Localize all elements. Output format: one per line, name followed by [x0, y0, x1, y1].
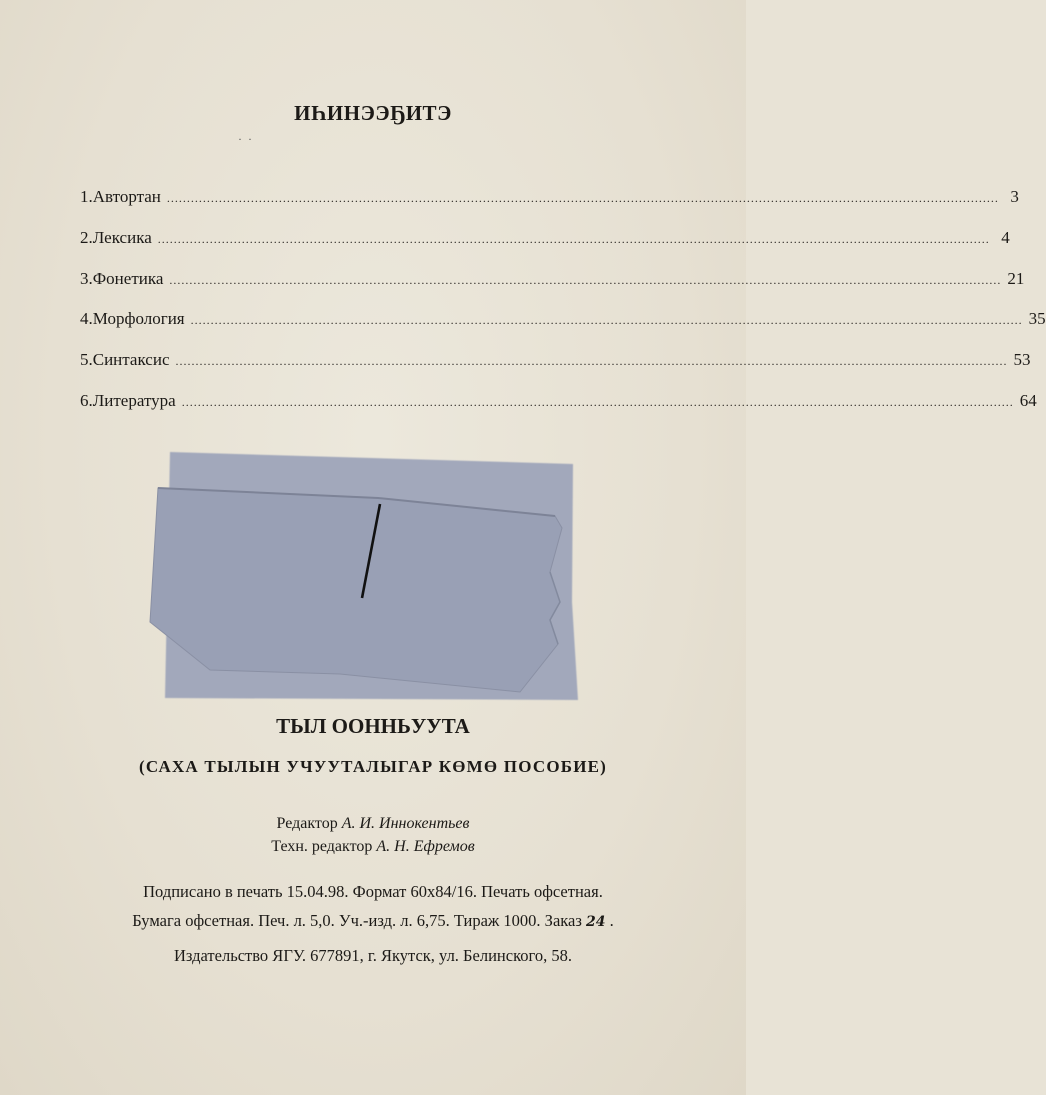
tech-editor-label: Техн. редактор — [271, 838, 373, 855]
toc-label: Фонетика — [92, 268, 164, 288]
toc-leader: ................................................................................................................................................................................................................ — [175, 354, 1008, 369]
book-subtitle: (САХА ТЫЛЫН УЧУУТАЛЫГАР КӨМӨ ПОСОБИЕ) — [138, 757, 608, 776]
toc-label: Автортан — [92, 187, 161, 206]
paper-front-flap — [150, 488, 562, 692]
toc-leader: ................................................................................................................................................................................................................ — [166, 191, 999, 205]
toc-leader: ................................................................................................................................................................................................................ — [181, 394, 1014, 409]
imprint-line-1: Подписано в печать 15.04.98. Формат 60x84/16. Печать офсетная. — [143, 882, 603, 901]
tech-editor-line — [0, 835, 746, 858]
imprint-line-2-text: Бумага офсетная. Печ. л. 5,0. Уч.-изд. л. 6,75. Тираж 1000. Заказ — [132, 911, 582, 930]
toc-row[interactable] — [80, 227, 1010, 269]
toc-number: 6. — [80, 390, 93, 410]
toc-label: Литература — [92, 390, 176, 410]
paper-patch-image — [140, 452, 580, 702]
toc-row[interactable] — [80, 309, 1046, 350]
toc-label: Синтаксис — [92, 350, 170, 370]
toc-leader: ................................................................................................................................................................................................................ — [190, 313, 1023, 328]
imprint-line-2 — [0, 906, 746, 937]
tech-editor-name: А. Н. Ефремов — [376, 838, 475, 855]
toc-number: 1. — [80, 187, 93, 206]
publisher-line: Издательство ЯГУ. 677891, г. Якутск, ул. Белинского, 58. — [174, 946, 572, 965]
toc-number: 5. — [80, 350, 93, 370]
toc-number: 2. — [80, 227, 93, 247]
pasted-paper-patch — [140, 452, 580, 702]
toc-leader: ................................................................................................................................................................................................................ — [157, 231, 990, 246]
toc-row[interactable] — [80, 187, 1019, 228]
toc-page: 4 — [1001, 227, 1010, 247]
toc-label: Морфология — [92, 309, 185, 329]
editor-label: Редактор — [276, 815, 338, 832]
toc-number: 3. — [80, 268, 93, 288]
editor-name: А. И. Иннокентьев — [341, 815, 470, 832]
order-number-handwritten: 24 — [586, 914, 606, 930]
toc-number: 4. — [80, 309, 93, 329]
contents-title: ИҺИНЭЭҔИТЭ — [294, 101, 452, 125]
toc-label: Лексика — [92, 227, 152, 247]
toc-page: 64 — [1019, 390, 1037, 410]
toc-row[interactable] — [80, 350, 1031, 391]
toc-page: 21 — [1007, 268, 1025, 288]
toc-page: 3 — [1010, 187, 1019, 206]
book-title: ТЫЛ ООННЬУУТА — [276, 714, 470, 738]
toc-page: 53 — [1013, 350, 1031, 370]
imprint-block — [0, 877, 746, 937]
editors-block — [0, 812, 746, 858]
editor-line — [0, 812, 746, 835]
imprint-line-2-end: . — [609, 911, 614, 930]
toc-row[interactable] — [80, 390, 1037, 432]
toc-page: 35 — [1028, 309, 1046, 329]
toc-leader: ................................................................................................................................................................................................................ — [169, 272, 1002, 287]
table-of-contents — [80, 187, 1046, 432]
toc-row[interactable] — [80, 268, 1025, 310]
print-specks: ·· — [238, 132, 258, 146]
